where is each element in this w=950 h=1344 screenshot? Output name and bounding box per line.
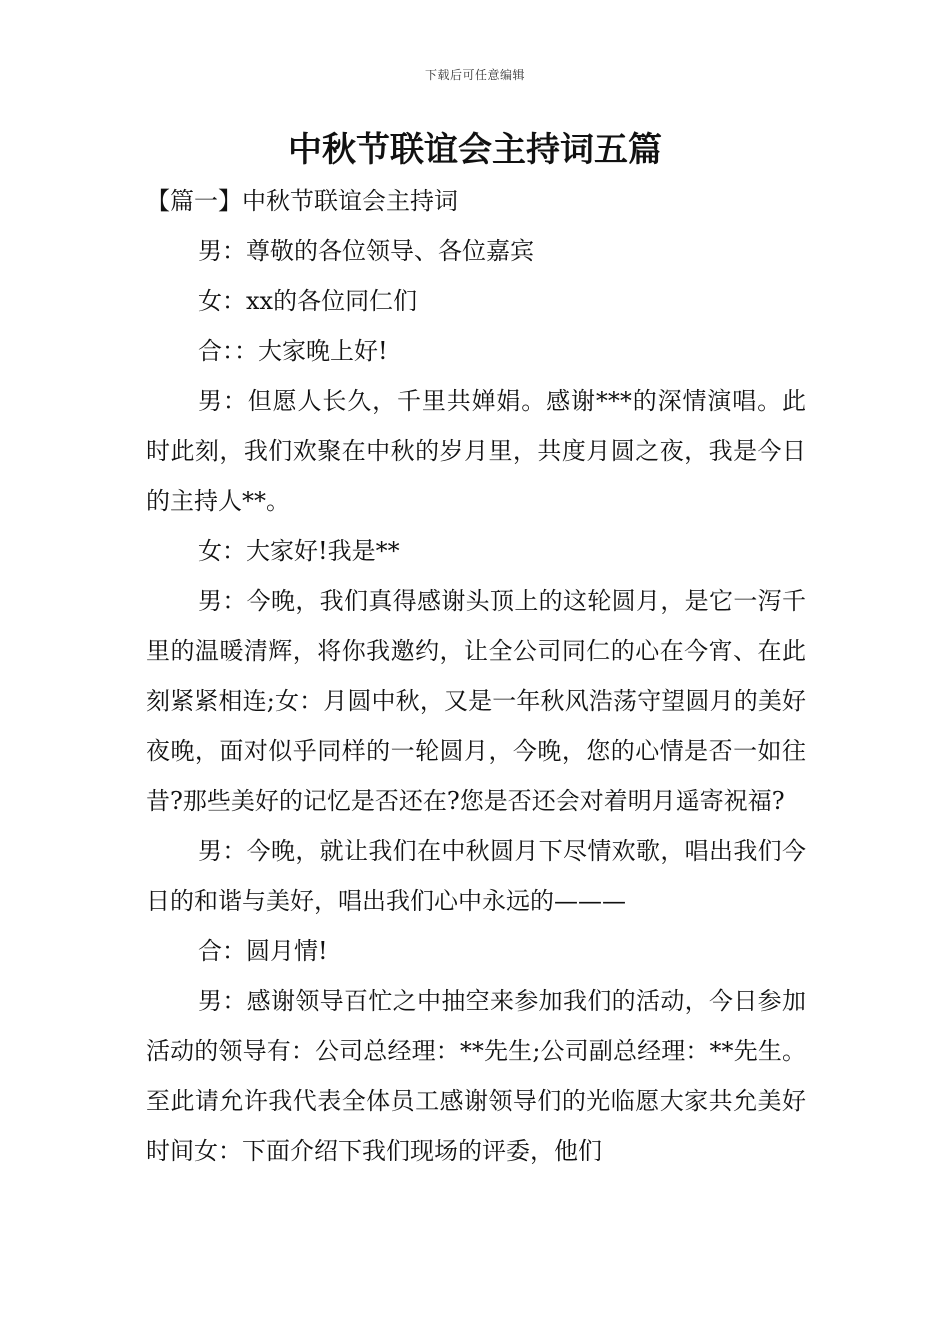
paragraph-2: 女：xx的各位同仁们 — [198, 287, 418, 315]
header-note: 下载后可任意编辑 — [424, 68, 525, 82]
paragraph-4: 男：但愿人长久，千里共婵娟。感谢***的深情演唱。此时此刻，我们欢聚在中秋的岁月里，共度月圆之夜，我是今日的主持人**。 — [146, 387, 806, 515]
paragraph-8: 合：圆月情! — [198, 937, 328, 965]
paragraph-5: 女：大家好!我是** — [198, 537, 400, 565]
paragraph-7: 男：今晚，就让我们在中秋圆月下尽情欢歌，唱出我们今日的和谐与美好，唱出我们心中永远的——— — [146, 837, 806, 915]
document-title: 中秋节联谊会主持词五篇 — [288, 130, 662, 170]
document-body — [146, 176, 806, 1176]
section-heading: 【篇一】中秋节联谊会主持词 — [146, 187, 458, 215]
paragraph-3: 合：：大家晚上好! — [198, 337, 388, 365]
paragraph-9: 男：感谢领导百忙之中抽空来参加我们的活动，今日参加活动的领导有：公司总经理：**先生;公司副总经理：**先生。至此请允许我代表全体员工感谢领导们的光临愿大家共允美好时间女：下面介绍下我们现场的评委，他们 — [146, 987, 806, 1165]
paragraph-1: 男：尊敬的各位领导、各位嘉宾 — [198, 237, 534, 265]
paragraph-6: 男：今晚，我们真得感谢头顶上的这轮圆月，是它一泻千里的温暖清辉，将你我邀约，让全公司同仁的心在今宵、在此刻紧紧相连;女：月圆中秋，又是一年秋风浩荡守望圆月的美好夜晚，面对似乎同样的一轮圆月，今晚，您的心情是否一如往昔?那些美好的记忆是否还在?您是否还会对着明月遥寄祝福? — [146, 587, 806, 815]
